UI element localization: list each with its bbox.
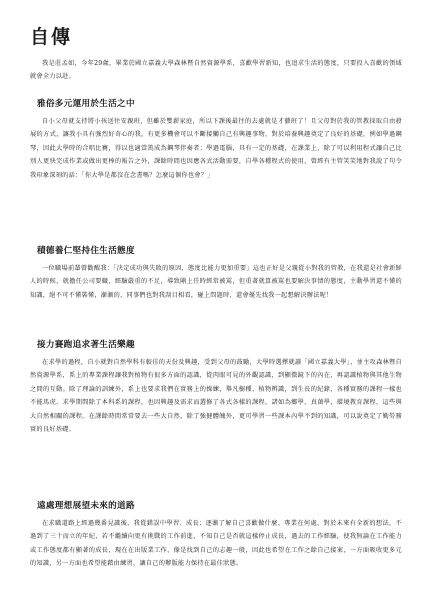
document-title: 自傳 xyxy=(30,26,73,48)
section-heading: 接力賽跑追求著生活樂趣 xyxy=(37,340,135,350)
section-2 xyxy=(30,244,402,302)
section-paragraph: 自小父母就支持將小孩送往安親班，但雖於雙薪家庭，所以下課後最往的去處就是才藝班了！且父母對於我的管教採取自由發展的方式，讓我小具有強烈好奇心的我，有更多機會可以不斷接觸自己有興趣事物，對於培養興趣奠定了良好的基礎，例如學過鋼琴，因此大學時的合唱比賽，得以也適當篤成為鋼琴伴奏者；學過電腦，具有一定的基礎，在課業上，除了可以利用程式讓自己比別人更快完成作業或做出更棒的報告之外，課餘時間也因應各式活動需要，自學各種程式的使用，曾經有主管笑笑地對我說了句令我印象深刻的話：「你大學是都沒在念書嗎？怎麼這個你也會？」 xyxy=(30,118,402,179)
section-4 xyxy=(30,499,402,571)
section-1 xyxy=(30,97,402,182)
intro-paragraph: 我是莊孟如，今年29歲，畢業於國立嘉義大學森林暨自然資源學系，喜歡學習新知，也追求生活的態度，只要投入喜歡的領域就會全力以赴。 xyxy=(30,60,402,81)
intro-block xyxy=(30,57,402,84)
section-3 xyxy=(30,338,402,436)
section-paragraph: 在求職道路上經過幾番見識後，我從錯誤中學習、成長；逐漸了解自己喜歡做什麼、專業在何處、對於未來有全新的想法，不過到了三十而立的年紀，若不繼續向更有挑戰的工作前進，不知自己是否就這樣停止成長，過去的工作經驗，使我無論在工作能力或工作態度都有顯著的成長，現在在出版業工作，像是找到自己的志趣一般，因此也希望在工作之餘自己接案，一方面吸收更多元的知識，另一方面也希望能藉由練習，讓自己的辦版能力保持在最佳狀態。 xyxy=(30,520,402,568)
section-paragraph: 在求學的過程，自小就對自然學科有較佳的天份及興趣，受到父母的鼓勵，大學時選擇就讀「國立嘉義大學」，並主攻森林暨自然資源學系，系上的專業課程讓我對植物有很多方面的認識，從肉眼可見的外觀認識，到顯微鏡下的內在，再認識植物與其他生物之間的互動。除了理論的訓練外，系上也要求我們在實務上的操練，舉凡樹種、植物辨識，到生長的紀錄，各種實務的課程一樣也不能馬虎。求學期間除了本科系的課程，也因興趣及需求而選修了各式各樣的課程，諸如為鄉學、真菌學，環境教育課程，這些與大自然相關的課程。在課餘時間常常要去一些大自然，除了強健體魄外，更可學習一些課本內學不到的知識，可以說奠定了勤勞務實的良好基礎。 xyxy=(30,359,402,434)
section-paragraph: 一位職場前輩曾勸醒我：「決定成功與失敗的原因，態度比能力更加重要」這也正好是父親從小對我的管教，在我還是社會新鮮人的時候，就擔任公司要職，經驗嚴重的不足，導致剛上任時經常被罵，但重著就算被罵也要解決事情的態度，主動學習還不懂的知識，絕不可不懂裝懂，漸漸的，同事們也對我刮目相看，碰上問題時，還會優先找我一起想解決辦法呢！ xyxy=(30,265,402,299)
section-heading: 遠處理想展望未來的道路 xyxy=(37,501,135,511)
section-heading: 積德養仁堅持住生活態度 xyxy=(37,246,135,256)
section-heading: 雅俗多元運用於生活之中 xyxy=(37,99,135,109)
